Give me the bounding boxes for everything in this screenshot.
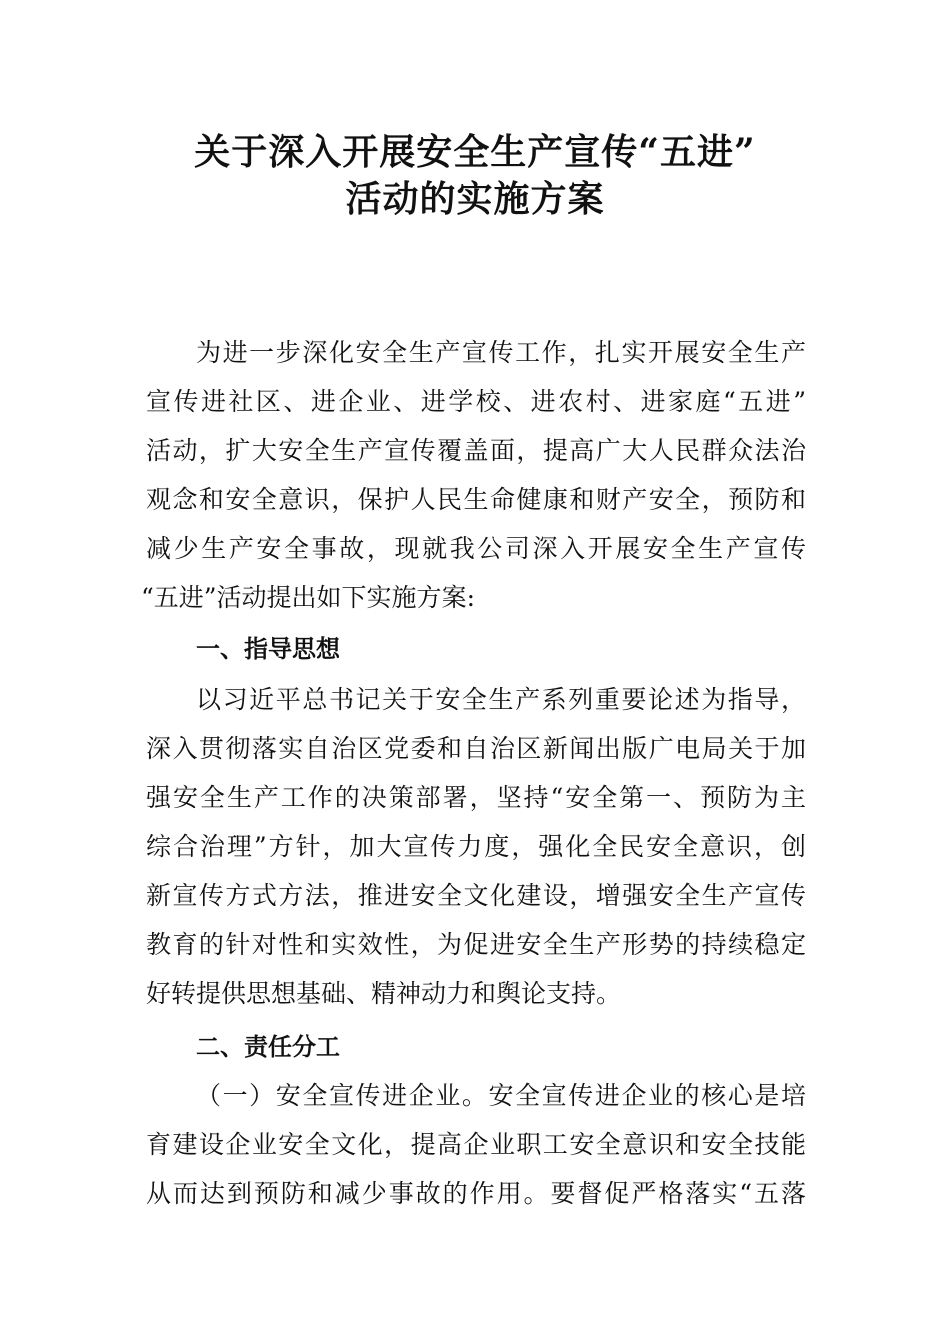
intro-paragraph-line: 为进一步深化安全生产宣传工作，扎实开展安全生产 (196, 338, 806, 367)
intro-paragraph-line: 活动，扩大安全生产宣传覆盖面，提高广大人民群众法治 (146, 436, 806, 465)
document-title-line-1: 关于深入开展安全生产宣传“五进” (194, 131, 756, 173)
section1-paragraph-line: 教育的针对性和实效性，为促进安全生产形势的持续稳定 (146, 930, 806, 959)
section1-paragraph-line: 综合治理”方针，加大宣传力度，强化全民安全意识，创 (146, 832, 806, 861)
intro-paragraph-line: “五进”活动提出如下实施方案: (141, 583, 475, 612)
section1-paragraph-line: 好转提供思想基础、精神动力和舆论支持。 (146, 979, 622, 1008)
intro-paragraph-line: 宣传进社区、进企业、进学校、进农村、进家庭“五进” (146, 387, 806, 416)
section-heading-guiding-ideology: 一、指导思想 (196, 635, 340, 663)
section1-paragraph-line: 深入贯彻落实自治区党委和自治区新闻出版广电局关于加 (146, 734, 806, 763)
intro-paragraph-line: 观念和安全意识，保护人民生命健康和财产安全，预防和 (146, 485, 806, 514)
section1-paragraph-line: 强安全生产工作的决策部署，坚持“安全第一、预防为主 (146, 783, 806, 812)
section2-paragraph-line: 从而达到预防和减少事故的作用。要督促严格落实“五落 (146, 1179, 806, 1208)
intro-paragraph-line: 减少生产安全事故，现就我公司深入开展安全生产宣传 (146, 534, 806, 563)
section1-paragraph-line: 以习近平总书记关于安全生产系列重要论述为指导， (196, 685, 806, 714)
document-title-line-2: 活动的实施方案 (345, 178, 605, 220)
section2-paragraph-line: 育建设企业安全文化，提高企业职工安全意识和安全技能 (146, 1130, 806, 1159)
section2-paragraph-line: （一）安全宣传进企业。安全宣传进企业的核心是培 (196, 1081, 806, 1110)
section1-paragraph-line: 新宣传方式方法，推进安全文化建设，增强安全生产宣传 (146, 881, 806, 910)
section-heading-responsibilities: 二、责任分工 (196, 1033, 340, 1061)
